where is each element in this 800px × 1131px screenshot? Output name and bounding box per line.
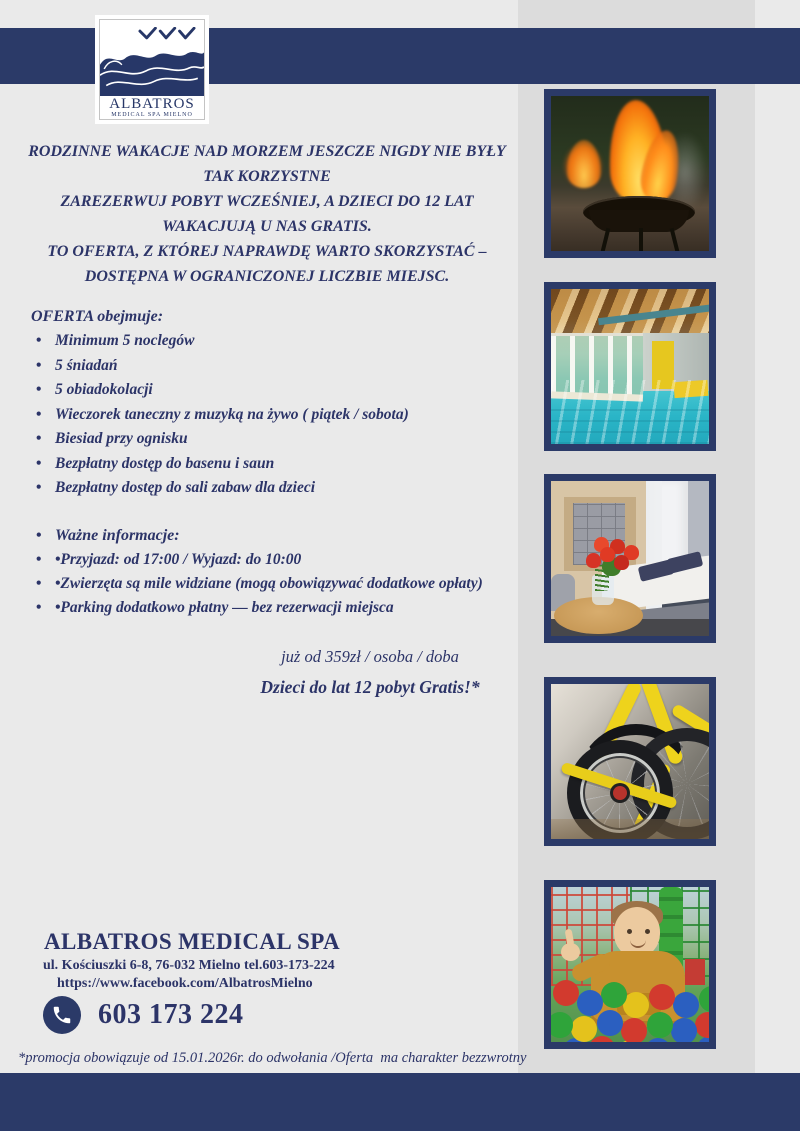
- birds-icon: [138, 27, 196, 41]
- info-item: • •Zwierzęta są mile widziane (mogą obowiązywać dodatkowe opłaty): [31, 572, 521, 596]
- phone-icon: [43, 996, 81, 1034]
- phone-number[interactable]: 603 173 224: [98, 999, 244, 1030]
- hero-line: ZAREZERWUJ POBYT WCZEŚNIEJ, A DZIECI DO 12 LAT: [60, 193, 474, 210]
- offer-item: • Biesiad przy ognisku: [31, 427, 501, 452]
- company-name: ALBATROS MEDICAL SPA: [44, 929, 340, 954]
- hero-line: WAKACJUJĄ U NAS GRATIS.: [162, 218, 372, 235]
- promo-footnote: *promocja obowiązuje od 15.01.2026r. do odwołania /Oferta ma charakter bezzwrotny: [18, 1050, 527, 1066]
- hero-heading: [18, 139, 516, 289]
- bottom-banner-bar: [0, 1073, 800, 1131]
- child: [614, 907, 660, 957]
- offer-item: • Bezpłatny dostęp do sali zabaw dla dzieci: [31, 476, 501, 501]
- hero-line: TAK KORZYSTNE: [203, 168, 331, 185]
- kids-gratis-line: Dzieci do lat 12 pobyt Gratis!*: [260, 677, 480, 697]
- red-tulips: [586, 553, 601, 568]
- pricing-section: [205, 646, 535, 698]
- info-item: • •Parking dodatkowo płatny — bez rezerwacji miejsca: [31, 596, 521, 620]
- hero-line: TO OFERTA, Z KTÓREJ NAPRAWDĘ WARTO SKORZYSTAĆ –: [47, 243, 487, 260]
- offer-item: • Wieczorek taneczny z muzyką na żywo ( piątek / sobota): [31, 403, 501, 428]
- hero-line: RODZINNE WAKACJE NAD MORZEM JESZCZE NIGDY NIE BYŁY: [28, 143, 506, 160]
- waves-icon: [100, 44, 204, 96]
- offer-section: [31, 304, 501, 501]
- photo-bicycles: [544, 677, 716, 846]
- logo-subtitle: MEDICAL SPA MIELNO: [111, 112, 193, 118]
- offer-item: • 5 śniadań: [31, 354, 501, 379]
- info-heading: • Ważne informacje:: [31, 524, 521, 548]
- photo-indoor-pool: [544, 282, 716, 451]
- hero-line: DOSTĘPNA W OGRANICZONEJ LICZBIE MIEJSC.: [84, 268, 450, 285]
- photo-bedroom: [544, 474, 716, 643]
- info-item: • •Przyjazd: od 17:00 / Wyjazd: do 10:00: [31, 548, 521, 572]
- facebook-link[interactable]: https://www.facebook.com/AlbatrosMielno: [57, 976, 313, 991]
- colorful-balls: [553, 980, 579, 1006]
- offer-heading: OFERTA obejmuje:: [31, 308, 164, 325]
- phone-row: [43, 996, 244, 1034]
- logo: [99, 19, 205, 120]
- photo-campfire: [544, 89, 716, 258]
- photo-ball-pit: [544, 880, 716, 1049]
- logo-name: ALBATROS: [109, 96, 195, 112]
- offer-item: • Bezpłatny dostęp do basenu i saun: [31, 452, 501, 477]
- offer-item: • Minimum 5 noclegów: [31, 329, 501, 354]
- offer-item: • 5 obiadokolacji: [31, 378, 501, 403]
- company-address: ul. Kościuszki 6-8, 76-032 Mielno tel.603-173-224: [43, 958, 335, 973]
- price-line: już od 359zł / osoba / doba: [281, 647, 459, 666]
- important-info-section: [31, 524, 521, 620]
